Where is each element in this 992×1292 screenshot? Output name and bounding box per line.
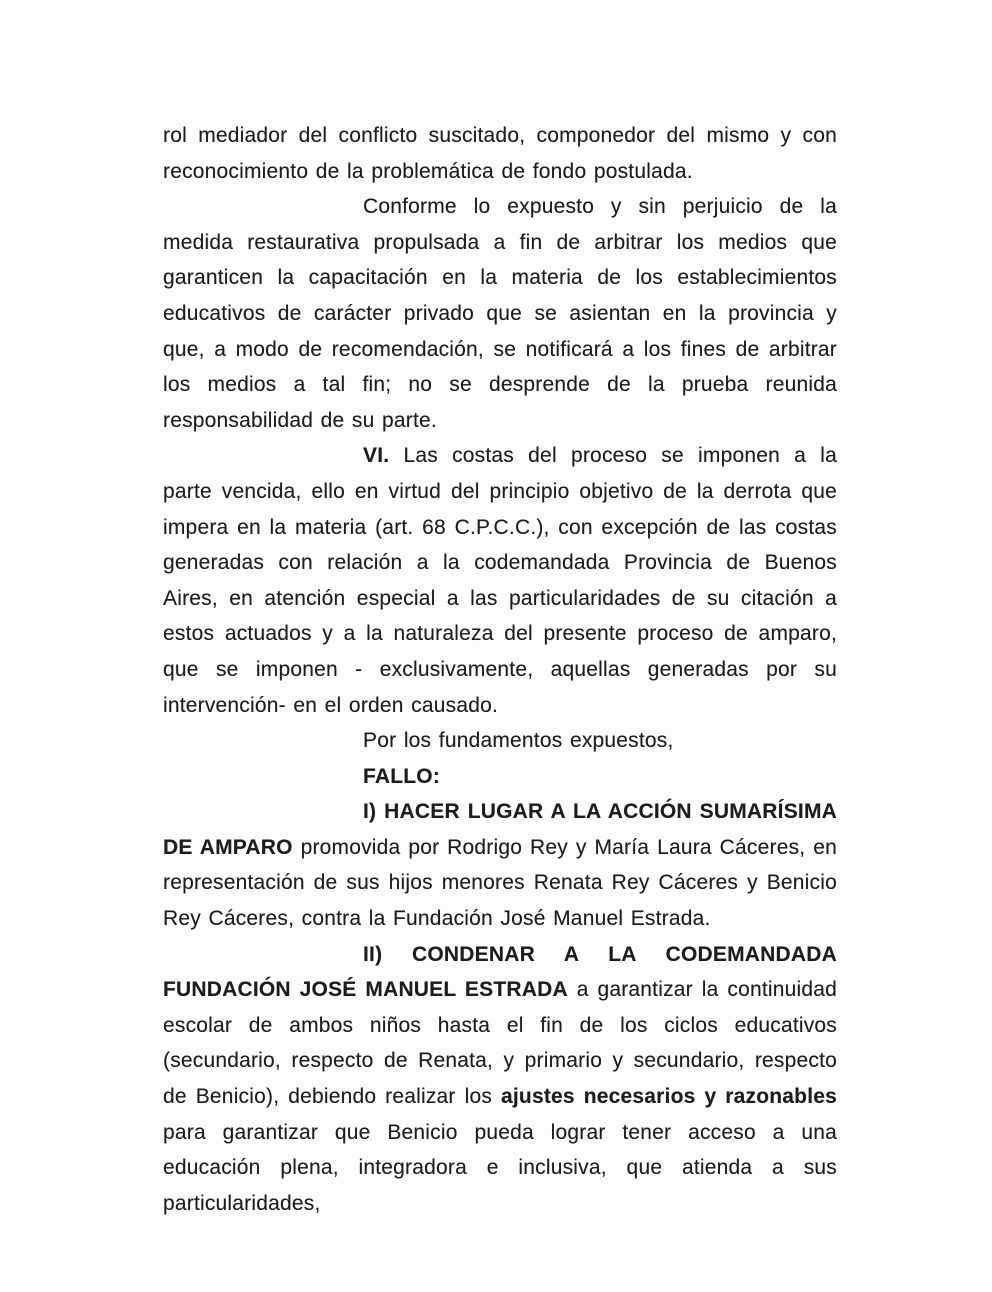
text-run-bold: ajustes necesarios y razonables xyxy=(501,1085,838,1109)
document-text-block xyxy=(163,118,837,1221)
paragraph xyxy=(163,759,837,795)
paragraph xyxy=(163,189,837,438)
text-run: Las costas del proceso se imponen a la parte vencida, ello en virtud del principio objetivo de la derrota que impera en la materia (art. 68 C.P.C.C.), con excepción de las costas generadas con relación a la codemandada Provincia de Buenos Aires, en atención especial a las particularidades de su citación a estos actuados y a la naturaleza del presente proceso de amparo, que se imponen - exclusivamente, aquellas generadas por su intervención- en el orden causado. xyxy=(163,444,837,717)
text-run-bold: II) CONDENAR A LA CODEMANDADA FUNDACIÓN JOSÉ MANUEL ESTRADA xyxy=(163,942,837,1002)
paragraph xyxy=(163,438,837,723)
text-run: promovida por Rodrigo Rey y María Laura Cáceres, en representación de sus hijos menores Renata Rey Cáceres y Benicio Rey Cáceres, contra la Fundación José Manuel Estrada. xyxy=(163,835,837,931)
text-run-bold: FALLO: xyxy=(363,764,441,788)
text-run-bold: VI. xyxy=(363,444,390,468)
text-run-bold: I) HACER LUGAR A LA ACCIÓN SUMARÍSIMA DE AMPARO xyxy=(163,800,837,859)
paragraph xyxy=(163,723,837,759)
text-run: a garantizar la continuidad escolar de ambos niños hasta el fin de los ciclos educativos (secundario, respecto de Renata, y primario y secundario, respecto de Benicio), debiendo realizar los xyxy=(163,978,837,1109)
text-run: para garantizar que Benicio pueda lograr tener acceso a una educación plena, integradora e inclusiva, que atienda a sus particularidades, xyxy=(163,1120,837,1215)
paragraph xyxy=(163,118,837,189)
text-run: Conforme lo expuesto y sin perjuicio de la medida restaurativa propulsada a fin de arbitrar los medios que garanticen la capacitación en la materia de los establecimientos educativos de carácter privado que se asientan en la provincia y que, a modo de recomendación, se notificará a los fines de arbitrar los medios a tal fin; no se desprende de la prueba reunida responsabilidad de su parte. xyxy=(163,195,837,432)
paragraph xyxy=(163,794,837,936)
text-run: Por los fundamentos expuestos, xyxy=(363,729,674,753)
paragraph xyxy=(163,937,837,1222)
text-run: rol mediador del conflicto suscitado, componedor del mismo y con reconocimiento de la problemática de fondo postulada. xyxy=(163,124,837,183)
